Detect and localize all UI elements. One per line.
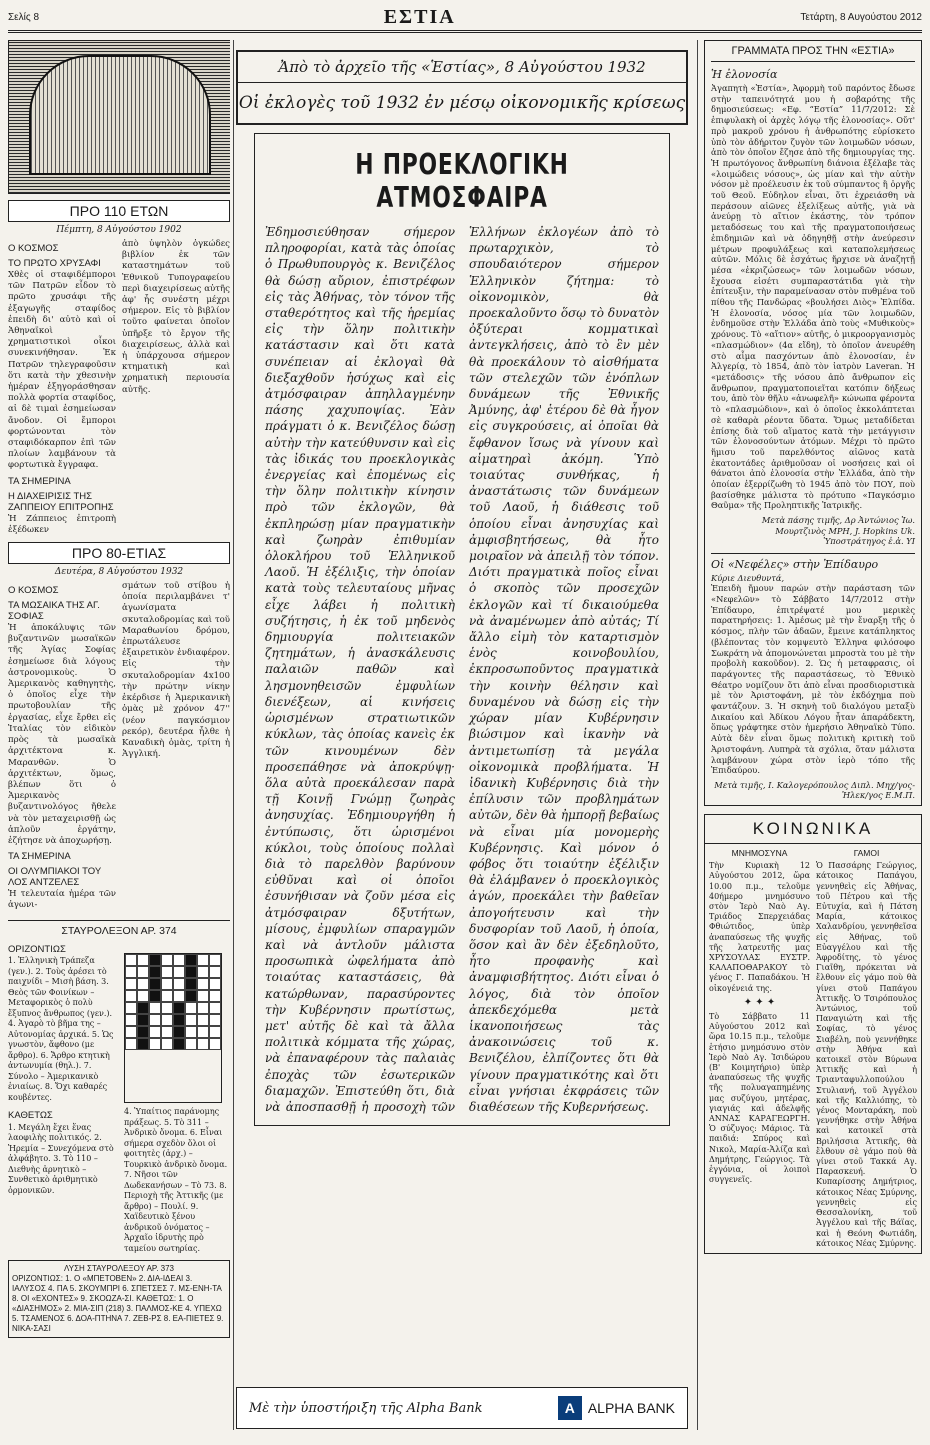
section-title-110: ΠΡΟ 110 ΕΤΩΝ bbox=[8, 200, 230, 222]
crossword-cell[interactable] bbox=[161, 978, 173, 990]
article-headline: Η ΠΡΟΕΚΛΟΓΙΚΗ ΑΤΜΟΣΦΑΙΡΑ bbox=[355, 148, 569, 214]
crossword-cell[interactable] bbox=[149, 1026, 161, 1038]
across-clues: 1. Ἑλληνικὴ Τράπεζα (γεν.). 2. Τοὺς ἀρέσει τὸ παιχνίδι – Μισὴ βάση. 3. Θεὸς τῶν Φοινίκων – Μεταφορικὸς ὁ πολὺ ἔξυπνος ἄνθρωπος (γεν.). 4. Ἀγαρὸ τὸ βῆμα της – Αὐτονομίας ἀρχικά. 5. Ὡς γνωστὸν, ἄφθονο (με ἄρθρο). 6. Ἄρθρο κτητικὴ ἀντωνυμία (θηλ.). 7. Σύνολο – Ἀμερικανικὸ ἐνιαίως. 8. Ὄχι καθαρές κουβέντες. bbox=[8, 956, 114, 1102]
memorials-heading: ΜΝΗΜΟΣΥΝΑ bbox=[731, 847, 788, 858]
paper-name: ΕΣΤΙΑ bbox=[383, 5, 456, 28]
column-divider bbox=[697, 40, 698, 1430]
crossword-cell[interactable] bbox=[185, 1014, 197, 1026]
crossword-cell[interactable] bbox=[125, 990, 137, 1002]
letter-body: Ἐπειδὴ ἤμουν παρών στὴν παράσταση τῶν «Νεφελῶν» τὸ Σάββατο 14/7/2012 στὴν Ἐπίδαυρο, ἐπιτρέψατέ μου μερικὲς παρατηρήσεις: 1. Ἀμέσως μὲ τὴν ἔναρξη τῆς ὁ κόσμος, πλὴν τῶν ἀδαῶν, ἔμεινε κατάπληκτος (βλέποντας τὸν κομψευτὸ Ἑλληνα φιλόσοφο Σωκράτη νὰ ἀπομονώνεται μπροστὰ του μὲ τὴν προβολὴ κακοῦδον). 2. Ὡς ἡ μεταφρασις, οἱ παράγοντες τῆς παραστάσεως, τὸ Ἐθνικὸ Θέατρο νομίζουν ὅτι ἀπὸ εἶναι προσδιοριστικὰ μὲ τὸν Ἀριστοφάνη, μὲ τὸν ἐκδόχημα ποὺ φαντάζουν. 3. Ἡ σκηνὴ τοῦ διαλόγου μεταξὺ Δικαίου καὶ Ἀδίκου Λόγου ἦταν ἀπαράδεκτη, ὅπως γράφτηκε στὸν ἡμερήσιο Ἀθηναϊκὸ Τύπο. Αὐτὰ δὲν εἶναι ὅμως πολιτικὴ κριτικὴ τοῦ Ἀριστοφάνη. Λυπηρὰ τὰ σχόλια, ὅταν μάλιστα λαμβάνουν χώρα στὸν ἱερὸ τόπο τῆς Ἐπιδαύρου. bbox=[711, 583, 915, 776]
social-title: ΚΟΙΝΩΝΙΚΑ bbox=[705, 815, 921, 844]
crossword-cell[interactable] bbox=[137, 990, 149, 1002]
crossword-cell[interactable] bbox=[137, 1038, 149, 1050]
crossword-cell[interactable] bbox=[137, 1026, 149, 1038]
memorial-notice: Τὸ Σάββατο 11 Αὐγούστου 2012 καὶ ὥρα 10.15 π.μ., τελοῦμε ἑτήσιο μνημόσυνο στὸν Ἱερὸ Ναὸ Αγ. Ἰσιδώρου (Β' Κοιμητήριο) ὑπὲρ ἀναπαύσεως τῆς ψυχῆς τῆς πολυαγαπημένης μας συζύγου, μητέρας, γιαγιάς καὶ ἀδελφῆς ΑΝΝΑΣ ΚΑΡΑΓΕΩΡΓΗ. Ὁ σύζυγος: Μάριος. Τὰ παιδιά: Σπύρος καὶ Νικολ, Μαρία-Ἀλίζα καὶ Δημήτρης, Γεώργιος. Τὰ ἐγγόνια, οἱ λοιποὶ συγγενεῖς. bbox=[709, 1012, 810, 1185]
article-text: Ἡ Ζάππειος ἐπιτροπὴ ἐξέδωκεν bbox=[8, 513, 116, 535]
crossword-cell[interactable] bbox=[149, 966, 161, 978]
letter-signature: Μετὰ τιμῆς, Ι. Καλογερόπουλος Διπλ. Μηχ/γος-Ἠλεκ/γος Ε.Μ.Π. bbox=[714, 779, 915, 801]
crossword-cell[interactable] bbox=[161, 966, 173, 978]
down-clues: 1. Μεγάλη ἔχει ἕνας λαοφιλὴς πολιτικός. 2. Ἠρεμία – Συνεχόμενα στὸ ἀλφάβητο. 3. Τὸ 110 – Διεθνὴς ἀρνητικὸ – Συνθετικὸ ἀριθμητικὸ ὀρμονικῶν. bbox=[8, 1122, 114, 1195]
crossword-cell[interactable] bbox=[209, 1014, 221, 1026]
crossword-cell[interactable] bbox=[173, 954, 185, 966]
crossword-cell[interactable] bbox=[173, 1038, 185, 1050]
subhead: Η ΔΙΑΧΕΙΡΙΣΙΣ ΤΗΣ ΖΑΠΠΕΙΟΥ ΕΠΙΤΡΟΠΗΣ bbox=[8, 490, 114, 513]
crossword-cell[interactable] bbox=[125, 1002, 137, 1014]
article-frame bbox=[254, 133, 670, 1126]
crossword-cell[interactable] bbox=[209, 990, 221, 1002]
crossword-cell[interactable] bbox=[197, 1026, 209, 1038]
crossword-cell[interactable] bbox=[161, 1026, 173, 1038]
subhead: ΤΟ ΠΡΩΤΟ ΧΡΥΣΑΦΙ bbox=[8, 258, 101, 269]
subhead: Ο ΚΟΣΜΟΣ bbox=[8, 243, 59, 254]
right-column bbox=[704, 40, 922, 1435]
crossword-cell[interactable] bbox=[185, 954, 197, 966]
down-clues-continued: 4. Ὑπαίτιος παράνομης πράξεως. 5. Τὸ 311 – Ἀνδρικὸ ὄνομα. 6. Εἶναι σήμερα σχεδὸν ὅλοι οἱ φοιτητὲς (ἀρχ.) – Τουρκικὸ ἀνδρικὸ ὄνομα. 7. Νῆσοι τῶν Δωδεκανήσων – Τὸ 73. 8. Περιοχὴ τῆς Ἀττικῆς (με ἄρθρο) – Πουλί. 9. Χαϊδευτικὸ ξένου ἀνδρικοῦ ὀνόματος – Ἀρχαῖο ἱδρυτὴς πρὸ ταμείου σωτηρίας. bbox=[124, 1107, 228, 1253]
crossword-cell[interactable] bbox=[149, 978, 161, 990]
crossword-cell[interactable] bbox=[149, 954, 161, 966]
sponsor-text: Μὲ τὴν ὑποστήριξη τῆς Alpha Bank bbox=[249, 1400, 483, 1416]
article-80 bbox=[8, 581, 230, 911]
letters-section bbox=[704, 40, 922, 806]
subhead: Ο ΚΟΣΜΟΣ bbox=[8, 585, 59, 597]
memorial-notice: Τὴν Κυριακὴ 12 Αὐγούστου 2012, ὥρα 10.00 π.μ., τελοῦμε 40ήμερο μνημόσυνο στὸν Ἱερὸ Ναὸ Αγ. Τριάδος Σπερχειάδας Φθιώτιδος, ὑπὲρ ἀναπαύσεως τῆς ψυχῆς τῆς λατρευτῆς μας ΧΡΥΣΟΥΛΑΣ ΕΥΣΤΡ. ΚΑΛΑΠΟΘΑΡΑΚΟΥ τὸ γένος Γ. Παπαδάκου. Ἡ οἰκογένειά της. bbox=[709, 861, 810, 993]
crossword-cell[interactable] bbox=[197, 966, 209, 978]
left-column bbox=[8, 40, 230, 1435]
alpha-bank-logo-icon: Α bbox=[558, 1396, 582, 1420]
section-date-110: Πέμπτη, 8 Αὐγούστου 1902 bbox=[56, 225, 182, 235]
crossword-cell[interactable] bbox=[173, 1002, 185, 1014]
article-body bbox=[265, 224, 659, 1115]
archive-title: Ἀπὸ τὸ ἀρχεῖο τῆς «Ἑστίας», 8 Αὐγούστου 1932 bbox=[238, 52, 686, 83]
letters-title: ΓΡΑΜΜΑΤΑ ΠΡΟΣ ΤΗΝ «ΕΣΤΙΑ» bbox=[711, 45, 915, 62]
crossword-cell[interactable] bbox=[197, 1014, 209, 1026]
section-title-80: ΠΡΟ 80-ΕΤΙΑΣ bbox=[8, 542, 230, 564]
crossword-cell[interactable] bbox=[125, 954, 137, 966]
crossword-cell[interactable] bbox=[185, 966, 197, 978]
crossword-cell[interactable] bbox=[161, 990, 173, 1002]
crossword-cell[interactable] bbox=[125, 966, 137, 978]
crossword-cell[interactable] bbox=[173, 990, 185, 1002]
alpha-bank-logo-text: ALPHA BANK bbox=[587, 1400, 675, 1416]
page-label: Σελίς 8 bbox=[8, 11, 40, 23]
solution-text: ΟΡΙΖΟΝΤΙΩΣ: 1. Ο «ΜΠΕΤΟΒΕΝ» 2. ΔΙΑ-ΙΔΕΑΙ 3. ΙΑΛΥΣΟΣ 4. ΠΑ 5. ΣΚΟΥΜΠΡΙ 6. ΣΠΕΤΣΕΣ 7. ΜΣ-ΕΝΗ-ΤΑ 8. ΟΙ «ΕΧΟΝΤΕΣ» 9. ΣΚΟΩΖΑ-ΣΙ. ΚΑΘΕΤΩΣ: 1. Ο «ΔΙΑΣΗΜΟΣ» 2. ΜΙΑ-ΣΙΠ (218) 3. ΠΑΛΜΟΣ-ΚΕ 4. ΥΠΕΧΩ 5. ΤΣΑΜΕΝΟΣ 6. ΔΟΑ-ΠΤΗΝΑ 7. ΖΕΒ-ΡΣ 8. ΕΑ-ΠΙΕΤΕΣ 9. ΝΙΚΑ-ΣΑΣΙ bbox=[12, 1274, 224, 1334]
crossword-cell[interactable] bbox=[197, 1002, 209, 1014]
crossword-cell[interactable] bbox=[185, 1026, 197, 1038]
letter-signature: Μετὰ πάσης τιμῆς, Δρ Ἀντώνιος Ἰω. Μουρτζινὸς ΜΡΗ, J. Hopkins Uk. Ὑποστράτηγος ἐ.ἀ. ΥΙ bbox=[761, 515, 915, 547]
crossword-cell[interactable] bbox=[149, 990, 161, 1002]
subhead: ΤΑ ΜΩΣΑΙΚΑ ΤΗΣ ΑΓ. ΣΟΦΙΑΣ bbox=[8, 600, 100, 623]
clues-heading: ΟΡΙΖΟΝΤΙΩΣ bbox=[8, 943, 66, 955]
crossword-cell[interactable] bbox=[137, 978, 149, 990]
crossword-cell[interactable] bbox=[185, 990, 197, 1002]
crossword-cell[interactable] bbox=[149, 1014, 161, 1026]
letter-title: Ἡ ἐλονοσία bbox=[711, 68, 778, 81]
crossword-cell[interactable] bbox=[137, 1014, 149, 1026]
column-divider bbox=[233, 40, 234, 1430]
crossword-cell[interactable] bbox=[125, 1014, 137, 1026]
archive-box bbox=[236, 50, 688, 125]
masthead bbox=[8, 4, 922, 33]
article-text: σμάτων τοῦ στίβου ἡ ὁποία περιλαμβάνει τ' ἀγωνίσματα σκυταλοδρομίας καὶ τοῦ Μαραθωνίου δρόμου, ἐπρωτάλευσε ἐξαιρετικὸν ἐνδιαφέρον. Εἰς τὴν σκυταλοδρομίαν 4x100 τὴν πρώτην νίκην ἐκέρδισε ἡ Ἀμερικανικὴ ὁμὰς μὲ χρόνον 47'' (νέον παγκόσμιον ρεκόρ), δευτέρα ἦλθε ἡ Καναδικὴ ὁμὰς, τρίτη ἡ Ἀγγλική. bbox=[122, 581, 230, 760]
crossword-grid[interactable] bbox=[124, 953, 222, 1104]
letter-greeting: Κύριε Διευθυντά, bbox=[711, 572, 785, 583]
separator-stars-icon: ✦ ✦ ✦ bbox=[743, 996, 776, 1008]
weddings-heading: ΓΑΜΟΙ bbox=[853, 847, 880, 858]
sponsor-bar bbox=[236, 1387, 688, 1429]
crossword-cell[interactable] bbox=[197, 978, 209, 990]
crossword-cell[interactable] bbox=[209, 1026, 221, 1038]
crossword-cell[interactable] bbox=[185, 1038, 197, 1050]
crossword-cell[interactable] bbox=[209, 978, 221, 990]
crossword-solution bbox=[8, 1260, 230, 1338]
center-column bbox=[236, 40, 688, 1435]
article-text: Χθὲς οἱ σταφιδέμποροι τῶν Πατρῶν εἶδον τὸ πρῶτο χρυσάφι τῆς ἐξαγωγῆς σταφίδος ἐπειδὴ δι' αὐτὸ καὶ οἱ Ἀθηναϊκοὶ χρηματιστικοὶ οἶκοι συνεκινήθησαν. Ἐκ Πατρῶν τηλεγραφοῦσιν ὅτι κατὰ τὴν χθεσινὴν ἡμέραν ἐξηγοράσθησαν πολλὰ φορτία σταφίδος, αἱ δὲ τιμαὶ ἐσημείωσαν ἄνοδον. Οἱ ἔμποροι φορτώνονται τὸν σταφιδόκαρπον ἐπὶ τῶν πλοίων λαμβάνουν τὰ φορτωτικὰ ἔγγραφα. bbox=[8, 270, 116, 471]
crossword-cell[interactable] bbox=[149, 1002, 161, 1014]
archive-subtitle: Οἱ ἐκλογὲς τοῦ 1932 ἐν μέσῳ οἰκονομικῆς κρίσεως bbox=[238, 93, 686, 113]
crossword-cell[interactable] bbox=[209, 1002, 221, 1014]
crossword-cell[interactable] bbox=[137, 954, 149, 966]
crossword-cell[interactable] bbox=[173, 1014, 185, 1026]
letter-body: Ἀγαπητὴ «Ἑστία», Ἀφορμὴ τοῦ παρόντος ἔδωσε στὴν ταπεινότητά μου ἡ σοβαρότης τῆς δημοσιεύσεως: «Εφ. “Εστία” 11/7/2012: Σὲ ἐπιφυλακὴ οἱ ἀρχὲς λόγῳ τῆς ἐλονοσίας». Οὔτ' πρὸ μακροῦ χρόνου ἡ ἀνθρωπότης εὑρίσκετο ὑπὸ τὸν ἀδήριτον ζυγὸν τῶν λοιμωδῶν νόσων, ἀπὸ τὸν ὁποῖον ἔζησε ἀπὸ τῆς δημιουργίας της. Ἡ πρωτόγονος ἄνθρωπίνη διάνοια ἐξέλαβε τὰς «λοιμώδεις νόσους», ὡς μίαν καὶ τὴν αὐτὴν νόσον μὲ προέλευσιν ἐκ τοῦ σύμπαντος ἢ ὀργῆς τοῦ Θεοῦ. Εὐδηλον εἶναι, ὅτι ἐχρειάσθη νὰ περάσουν αἰῶνες ἐξελίξεως αὐτῆς, γιὰ νὰ ἀνεύρῃ τὸ αἴτιον ἑκάστης, τὸν τρόπον μεταδόσεως του καὶ τῆς πραγματοποιήσεως ἐπιδημιῶν καὶ νὰ ὁδηγηθῇ στὴν ἀνεύρεσιν μέτρων προφυλάξεως καὶ καταπολεμήσεως αὐτῶν. Μόλις δὲ ἐσχάτως ἤρχισε νὰ ἀναζητῇ μέσα «ἐκριζώσεως» τῶν λοιμωδῶν νόσων, ἔχουσα εἰσέτι συμπαραστάτιδα γιὰ τὴν ἐπίτευξιν, τὴν παραμείνασαν στὸν πυθμένα τοῦ πίθου τῆς Πανδώρας «βουλήσει Διὸς» Ἐλπίδα. Ἡ ἐλονοσία, νόσος μία τῶν λοιμωδῶν, ἐνδημοῦσε στὴν Ἑλλάδα ἀπὸ τοὺς «Μυθικοὺς» χρόνους. Τὸ «αἴτιον» αὐτῆς, ὁ μικροοργανισμὸς «πλασμώδιον» (4α εἴδη), τὸ ὁποῖον ἀνευρέθη στὸ αἷμα πασχόντων ἀπὸ ἐλονοσίαν, ἐν Ἀλγερίᾳ, τὸ 1854, ἀπὸ τὸν ἰατρὸν Laveran. Ἡ «μετάδοσις» τῆς νόσου ἀπὸ ἄνθρωπον εἰς ἄνθρωπον, πραγματοποιεῖται κατόπιν δήξεως του, ἀπὸ τὸν θῆλυ «ἀνωφελῆ» κώνωπα φέροντα τὸ «πλασμώδιον», καὶ ὁ ὁποῖος ἐκκολάπτεται σὲ καθαρὰ ρέοντα ὕδατα. Ὅμως μεταδίδεται ἐπίσης διὰ τοῦ αἵματος κατὰ τὴν μετάγγισιν τῶν ἐλονοσούντων ἀτόμων. Μέχρι τὸ πρῶτο ἥμισυ τοῦ παρελθόντος αἰῶνος κατὰ ἑκατοντάδες ἀριθμοῦσαν οἱ νοσήσεις καὶ οἱ θάνατοι ἀπὸ ἐλονοσία στὴν Ἑλλάδα, ἀπὸ τὴν ὁποίαν ἐξερρίζωθη τὸ 1945 ἀπὸ τὸν ΠΟΥ, ποὺ βασίσθηκε μάλιστα τὸ πρότυπο «Παγκόσμιο Θαῦμα» τῆς Προληπτικῆς Ἰατρικῆς. bbox=[711, 83, 915, 511]
issue-date: Τετάρτη, 8 Αυγούστου 2012 bbox=[800, 11, 922, 23]
crossword-cell[interactable] bbox=[209, 954, 221, 966]
engraving-illustration bbox=[8, 40, 230, 194]
subhead: ΤΑ ΣΗΜΕΡΙΝΑ bbox=[8, 851, 71, 863]
social-section bbox=[704, 814, 922, 1254]
article-text: ἀπὸ ὑψηλὸν ὀγκώδες βιβλίον ἐκ τῶν καταστημάτων τοῦ Ἐθνικοῦ Τυπογραφείου περὶ διαχειρίσεως αὐτῆς ἀφ' ἧς συνέστη μέχρι σήμερον. Εἰς τὸ βιβλίον τοῦτο φαίνεται ὁποῖον ὑπῆρξε τὸ ἔργον τῆς διαχειρίσεως, ἀλλὰ καὶ ἡ ὑπάρχουσα σήμερον κτηματικὴ καὶ χρηματικὴ περιουσία αὐτῆς. bbox=[122, 239, 230, 395]
crossword-cell[interactable] bbox=[185, 1002, 197, 1014]
crossword-cell[interactable] bbox=[197, 1038, 209, 1050]
crossword-cell[interactable] bbox=[137, 966, 149, 978]
crossword-cell[interactable] bbox=[161, 1002, 173, 1014]
crossword-cell[interactable] bbox=[173, 966, 185, 978]
wedding-notice: Ὁ Πασσάρης Γεώργιος, κάτοικος Παπάγου, γεννηθεὶς εἰς Ἀθήνας, τοῦ Πέτρου καὶ τῆς Εὐτυχία, καὶ ἡ Πάτση Μαρία, κάτοικος Χαλανδρίου, γεννηθεῖσα εἰς Ἀθήνας, τοῦ Εὐαγγέλου καὶ τῆς Ἀφροδίτης, τὸ γένος Γιαῖθη, πρόκειται νὰ ἔλθουν εἰς γάμο ποὺ θὰ γίνει στοῦ Παπάγου Ἀττικῆς. Ὁ Τσιρόπουλος Ἀντώνιος, τοῦ Παναγιώτη καὶ τῆς Σοφίας, τὸ γένος Σιαβέλη, ποὺ γεννήθηκε στὴν Ἀθήνα καὶ κατοικεῖ στὸν Βύρωνα Ἀττικῆς καὶ ἡ Τριανταφυλλοπούλου Στυλιανή, τοῦ Ἀγγέλου καὶ τῆς Καλλιόπης, τὸ γένος Μονταράκη, ποὺ γεννήθηκε στὴν Ἀθήνα καὶ κατοικεῖ στὰ Βριλήσσια Ἀττικῆς, θὰ ἔλθουν σὲ γάμο ποὺ θὰ γίνει στοῦ Τακκά Αγ. Παρασκευή. Ὁ Κυπαρίσσης Δημήτριος, κάτοικος Νέας Σμύρνης, γεννηθεὶς εἰς Θεσσαλονίκη, τοῦ Ἀγγέλου καὶ τῆς Βάϊας, καὶ ἡ Θεόνη Φωτιάδη, κάτοικος Νέας Σμύρνης. bbox=[816, 861, 917, 1248]
letter-title: Οἱ «Νεφέλες» στὴν Ἐπίδαυρο bbox=[711, 553, 915, 571]
crossword-cell[interactable] bbox=[173, 1026, 185, 1038]
crossword-cell[interactable] bbox=[125, 1026, 137, 1038]
crossword-cell[interactable] bbox=[209, 966, 221, 978]
crossword-cell[interactable] bbox=[197, 954, 209, 966]
solution-heading: ΛΥΣΗ ΣΤΑΥΡΟΛΕΞΟΥ ΑΡ. 373 bbox=[63, 1264, 175, 1274]
crossword-cell[interactable] bbox=[173, 978, 185, 990]
crossword-cell[interactable] bbox=[137, 1002, 149, 1014]
crossword-cell[interactable] bbox=[185, 978, 197, 990]
crossword-cell[interactable] bbox=[209, 1038, 221, 1050]
crossword-cell[interactable] bbox=[161, 954, 173, 966]
crossword-title: ΣΤΑΥΡΟΛΕΞΟΝ ΑΡ. 374 bbox=[61, 924, 177, 937]
article-text: Ἡ τελευταία ἡμέρα τῶν ἀγωνι- bbox=[8, 889, 116, 911]
crossword-cell[interactable] bbox=[125, 978, 137, 990]
article-body-part2: Ἐπιστεύθη ὅτι, διὰ νὰ ἀποσπασθῇ ἡ προσοχὴ τῶν Ἑλλήνων ἐκλογέων ἀπὸ τὸ πρωταρχικὸν, τὸ σπουδαιότερον σήμερον Ἑλληνικὸν ζήτημα: τὸ οἰκονομικὸν, θὰ προεκαλοῦντο ὅσῳ τὸ δυνατὸν ὀξύτεραι κομματικαὶ ἀντεγκλήσεις, ἀπὸ τὸ ἓν μὲν θὰ προεκάλουν τὸ αἰσθήματα τῶν στελεχῶν τῶν ἑνόπλων δυνάμεων τῆς Ἐθνικῆς Ἀμύνης, ἀφ' ἑτέρου δὲ θὰ ἦγον εἰς συγκρούσεις, αἱ ὁποῖαι θὰ ἔφθανον ἴσως νὰ γίνουν καὶ αἱματηραὶ ἀκόμη. Ὑπὸ τοιαύτας συνθήκας, ἡ ἀναστάτωσις τῶν δυνάμεων τοῦ Λαοῦ, ἡ διάθεσις τοῦ ὁποίου εἶναι ἀνησυχίας καὶ ἀμφισβητήσεως, θὰ ἦτο μοιραῖον νὰ ἀπειλῇ τὸν τόπον. Διότι πραγματικὰ ποῖος εἶναι ὁ σκοπὸς τῶν προσεχῶν ἐκλογῶν καὶ τί δικαιούμεθα νὰ ἀναμένωμεν ἀπὸ αὐτάς; Τί ἄλλο εἰμὴ τὸν καταρτισμὸν ἑνὸς κοινοβουλίου, ἐκπροσωποῦντος πραγματικὰ τὴν κοινὴν θέλησιν καὶ δυναμένου νὰ δώσῃ εἰς τὴν χώραν μίαν Κυβέρνησιν βιώσιμον καὶ ἱκανὴν νὰ ἀντιμετωπίσῃ τὰ μεγάλα οἰκονομικὰ προβλήματα. Ἡ ἰδανικὴ Κυβέρνησις διὰ τὴν ἐπίλυσιν τῶν προβλημάτων αὐτῶν, δὲν θὰ ἠμπορῇ βεβαίως νὰ εἶναι μία μονομερὴς Κυβέρνησις. Καὶ μόνον ὁ φόβος ὅτι τοιαύτην ἐξέλιξιν θὰ ἐλάμβανεν ὁ προεκλογικὸς ἀγών, προεκάλει τὴν βαθεῖαν ἀπογοήτευσιν καὶ τὴν δυσφορίαν τοῦ Λαοῦ, ἡ ὁποία, ὅσον καὶ ἂν δὲν ἐξεδηλοῦτο, ἦτο προφανὴς καὶ ἀναμφισβήτητος. Διότι εἶναι ὁ λόγος, διὰ τὸν ὁποῖον ἀπεκδεχόμεθα μετὰ ἱκανοποιήσεως τὰς ἀνακοινώσεις τοῦ κ. Βενιζέλου, ἐλπίζοντες ὅτι θὰ γίνουν πραγματικότης καὶ ὅτι εἶναι γνήσιαι ἐκφράσεις τῶν διαθέσεων τῆς Κυβερνήσεως. bbox=[265, 225, 659, 1114]
clues-heading: ΚΑΘΕΤΩΣ bbox=[8, 1110, 53, 1122]
alpha-bank-logo bbox=[558, 1396, 675, 1420]
crossword-cell[interactable] bbox=[161, 1014, 173, 1026]
crossword bbox=[8, 920, 230, 1339]
crossword-cell[interactable] bbox=[197, 990, 209, 1002]
subhead: ΟΙ ΟΛΥΜΠΙΑΚΟΙ ΤΟΥ ΛΟΣ ΑΝΤΖΕΛΕΣ bbox=[8, 866, 102, 889]
section-date-80: Δευτέρα, 8 Αὐγούστου 1932 bbox=[54, 567, 184, 578]
crossword-cell[interactable] bbox=[161, 1038, 173, 1050]
article-text: Ἡ ἀποκάλυψις τῶν βυζαντινῶν μωσαϊκῶν τῆς Ἁγίας Σοφίας ἐσημείωσε διὰ λόγους ἀστρονομικοὺς. Ὁ Ἀμερικανὸς καθηγητὴς, ὁ ὁποῖος εἶχε τὴν πρωτοβουλίαν τῆς ἐργασίας, εἶχε ἔρθει εἰς Ἰταλίας τὸν εἰδικὸν πρὸς τὰ μωσαϊκὰ ἀρχιτέκτονα κ. Μαρανθῶν. Ὁ ἀρχιτέκτων, ὅμως, βλέπων ὅτι ὁ Ἀμερικανὸς βυζαντινολόγος ἤθελε νὰ τὸν μεταχειρισθῇ ὡς ἁπλοῦν ἐργάτην, ἐζήτησε νὰ ἀποχωρήσῃ. bbox=[8, 623, 116, 846]
crossword-cell[interactable] bbox=[125, 1038, 137, 1050]
subhead: ΤΑ ΣΗΜΕΡΙΝΑ bbox=[8, 475, 71, 487]
crossword-cell[interactable] bbox=[149, 1038, 161, 1050]
article-110 bbox=[8, 239, 230, 536]
article-body-part1: Ἐδημοσιεύθησαν σήμερον πληροφορίαι, κατὰ τὰς ὁποίας ὁ Πρωθυπουργὸς κ. Βενιζέλος θὰ δώσῃ αὔριον, ἐπιστρέφων εἰς τὰς Ἀθήνας, τὸν τόνον τῆς σταθερότητος καὶ τῆς ἡρεμίας εἰς τὴν ὅλην πολιτικὴν κατάστασιν καὶ ὅτι κατὰ συνέπειαν αἱ ἐκλογαὶ θὰ διεξαχθοῦν ἡσύχως καὶ εἰς ἀτμόσφαιραν ἀπηλλαγμένην πάσης χαχυποψίας. Ἐὰν πράγματι ὁ κ. Βενιζέλος δώσῃ αὐτὴν τὴν κατεύθυνσιν καὶ εἰς τὰς ἰδικάς του προεκλογικὰς ἐνεργείας καὶ ἐπομένως εἰς τὴν ὅλην πολιτικὴν κίνησιν πρὸ τῶν ἐκλογῶν, θὰ ἐκπληρώσῃ μίαν πραγματικὴν καὶ ζωηρὰν ἐπιθυμίαν ὁλοκλήρου τοῦ Ἑλληνικοῦ Λαοῦ. Ἡ ἐξέλιξις, τὴν ὁποίαν κατὰ τοὺς τελευταίους μῆνας εἶχε λάβει ἡ πολιτικὴ συζήτησις, ἡ ἐκ τοῦ μηδενὸς δημιουργία πολιτειακῶν ζητημάτων, ἡ ἀνασκάλευσις παλαιῶν παθῶν καὶ λησμονηθεισῶν ἐμφυλίων διενέξεων, αἱ κινήσεις ὡρισμένων στρατιωτικῶν κύκλων, τὰς ὁποίας κανεὶς ἐκ τῶν κινουμένων δὲν προσεπάθησε νὰ ἀποκρύψῃ· ὅλα αὐτὰ προεκάλεσαν παρὰ τῇ Κοινῇ Γνώμῃ ζωηρὰς ἀνησυχίας. Ἐδημιουργήθη ἡ ἐντύπωσις, ὅτι ὡρισμένοι κύκλοι, τοὺς ὁποίους πολλαὶ διὰ τὸ παρελθὸν βαρύνουν εὐθῦναι καὶ οἱ ὁποῖοι ἐσυνήθισαν νὰ ζοῦν μέσα εἰς ἀτμόσφαιραν δξυτήτων, μίσους, ἐμφυλίων σπαραγμῶν καὶ νὰ ἀντλοῦν μάλιστα προσωπικὰ ὠφελήματα ἀπὸ τοιαύτας καταστάσεις, θὰ κατώρθωναν, παρασύροντες τὴν Κυβέρνησιν πρωτίστως, μετ' αὐτῆς δὲ καὶ τὰ ἄλλα πολιτικὰ κόμματα τῆς χώρας, νὰ ἐπαναφέρουν τὰς παλαιὰς ἐποχὰς τῶν ἐσωτερικῶν διαμαχῶν. bbox=[265, 225, 455, 1098]
